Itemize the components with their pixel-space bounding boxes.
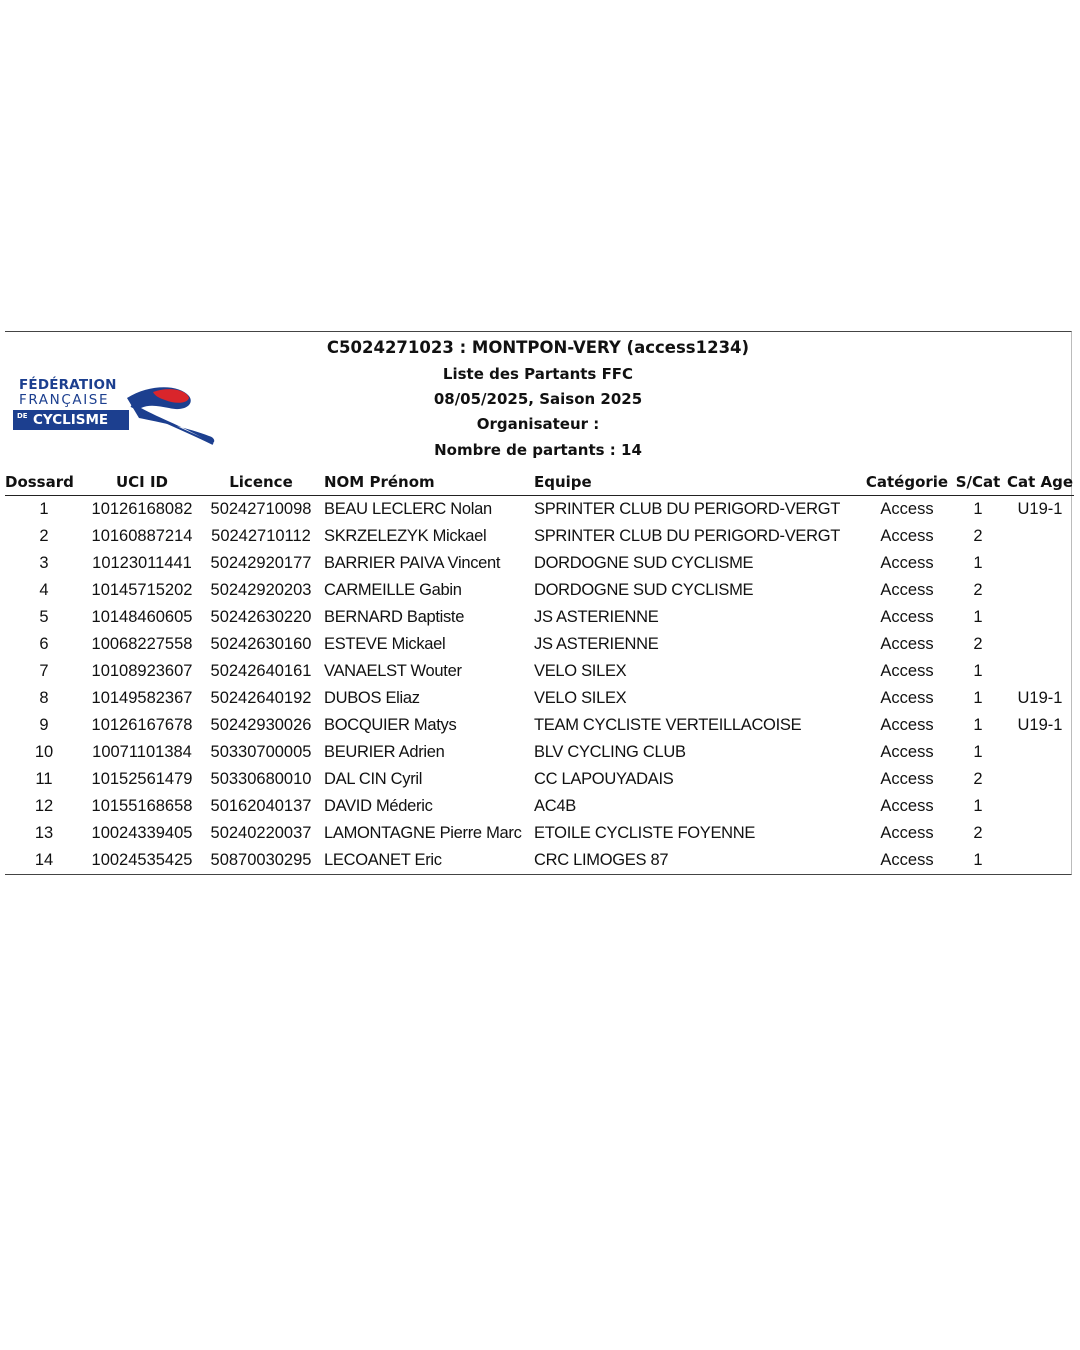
cell-licence: 50242920177 <box>210 554 312 572</box>
cell-licence: 50242710098 <box>210 500 312 518</box>
cell-equipe: JS ASTERIENNE <box>534 608 659 626</box>
cell-dossard: 1 <box>39 500 49 518</box>
list-subtitle: Liste des Partants FFC <box>442 365 634 383</box>
col-categorie: Catégorie <box>864 469 950 496</box>
cell-nom-prenom: DUBOS Eliaz <box>324 689 420 707</box>
table-row <box>5 793 1074 820</box>
cell-categorie: Access <box>880 743 934 761</box>
cell-categorie: Access <box>880 500 934 518</box>
cell-uci-id: 10155168658 <box>91 797 193 815</box>
cell-scat: 1 <box>973 608 983 626</box>
col-cat-age: Cat Age <box>1006 469 1074 496</box>
cell-licence: 50330680010 <box>210 770 312 788</box>
cell-uci-id: 10123011441 <box>92 554 192 572</box>
cell-scat: 2 <box>973 635 983 653</box>
cell-nom-prenom: LAMONTAGNE Pierre Marc <box>324 824 522 842</box>
cell-categorie: Access <box>880 797 934 815</box>
cell-licence: 50162040137 <box>210 797 312 815</box>
cell-dossard: 12 <box>34 797 54 815</box>
cell-cat-age <box>1006 658 1074 685</box>
cell-scat: 1 <box>973 662 983 680</box>
cell-dossard: 11 <box>35 770 53 788</box>
cell-dossard: 14 <box>34 851 54 869</box>
cell-scat: 1 <box>973 851 983 869</box>
table-row <box>5 766 1074 793</box>
cell-licence: 50242930026 <box>210 716 312 734</box>
cell-uci-id: 10024535425 <box>91 851 193 869</box>
cell-equipe: TEAM CYCLISTE VERTEILLACOISE <box>534 716 802 734</box>
cell-dossard: 5 <box>39 608 49 626</box>
cell-categorie: Access <box>880 851 934 869</box>
cell-equipe: DORDOGNE SUD CYCLISME <box>534 554 754 572</box>
cell-scat: 2 <box>973 527 983 545</box>
cell-dossard: 10 <box>34 743 54 761</box>
cell-categorie: Access <box>880 554 934 572</box>
cell-categorie: Access <box>880 770 934 788</box>
col-uci-id: UCI ID <box>83 469 201 496</box>
cell-equipe: VELO SILEX <box>534 662 627 680</box>
cell-dossard: 6 <box>39 635 49 653</box>
cell-scat: 1 <box>973 554 983 572</box>
cell-uci-id: 10149582367 <box>91 689 193 707</box>
cell-uci-id: 10145715202 <box>91 581 193 599</box>
cell-equipe: SPRINTER CLUB DU PERIGORD-VERGT <box>534 527 841 545</box>
cell-licence: 50870030295 <box>210 851 312 869</box>
col-dossard: Dossard <box>5 469 83 496</box>
cell-categorie: Access <box>880 608 934 626</box>
cell-cat-age <box>1006 631 1074 658</box>
table-row <box>5 523 1074 550</box>
table-row <box>5 496 1074 524</box>
cell-cat-age: U19-1 <box>1017 500 1063 518</box>
cell-licence: 50242640192 <box>210 689 312 707</box>
cell-cat-age: U19-1 <box>1017 716 1063 734</box>
cell-cat-age <box>1006 523 1074 550</box>
cell-dossard: 2 <box>39 527 49 545</box>
cell-cat-age <box>1006 577 1074 604</box>
cell-nom-prenom: BEAU LECLERC Nolan <box>324 500 492 518</box>
cell-scat: 1 <box>973 500 983 518</box>
ffc-logo <box>9 362 219 448</box>
cell-categorie: Access <box>880 716 934 734</box>
cell-nom-prenom: DAL CIN Cyril <box>324 770 423 788</box>
cell-nom-prenom: LECOANET Eric <box>324 851 442 869</box>
table-row <box>5 577 1074 604</box>
table-row <box>5 604 1074 631</box>
cell-nom-prenom: ESTEVE Mickael <box>324 635 446 653</box>
logo-wordmark: FÉDÉRATION FRANÇAISE <box>19 377 117 408</box>
cell-licence: 50242630220 <box>210 608 312 626</box>
table-row <box>5 550 1074 577</box>
cell-categorie: Access <box>880 635 934 653</box>
cell-categorie: Access <box>880 527 934 545</box>
table-row <box>5 847 1074 874</box>
cell-scat: 2 <box>973 770 983 788</box>
col-scat: S/Cat <box>950 469 1006 496</box>
table-row <box>5 712 1074 739</box>
cell-scat: 1 <box>973 797 983 815</box>
col-equipe: Equipe <box>534 469 864 496</box>
cell-equipe: JS ASTERIENNE <box>534 635 659 653</box>
document-header <box>5 332 1071 466</box>
cell-cat-age <box>1006 847 1074 874</box>
cell-nom-prenom: SKRZELEZYK Mickael <box>324 527 487 545</box>
cell-uci-id: 10126167678 <box>91 716 193 734</box>
table-row <box>5 685 1074 712</box>
cell-scat: 2 <box>973 581 983 599</box>
cell-uci-id: 10160887214 <box>91 527 193 545</box>
cell-nom-prenom: BARRIER PAIVA Vincent <box>324 554 501 572</box>
cell-uci-id: 10071101384 <box>92 743 192 761</box>
cell-equipe: AC4B <box>534 797 576 815</box>
cell-licence: 50330700005 <box>210 743 312 761</box>
cell-equipe: CC LAPOUYADAIS <box>534 770 674 788</box>
cell-cat-age <box>1006 739 1074 766</box>
cell-cat-age <box>1006 820 1074 847</box>
cell-cat-age <box>1006 766 1074 793</box>
cell-dossard: 9 <box>39 716 49 734</box>
col-nom-prenom: NOM Prénom <box>321 469 534 496</box>
cell-categorie: Access <box>880 824 934 842</box>
cell-scat: 1 <box>973 716 983 734</box>
cell-scat: 2 <box>973 824 983 842</box>
start-list-sheet <box>5 331 1072 875</box>
cell-equipe: DORDOGNE SUD CYCLISME <box>534 581 754 599</box>
table-row <box>5 820 1074 847</box>
cell-equipe: ETOILE CYCLISTE FOYENNE <box>534 824 756 842</box>
participants-table <box>5 469 1074 874</box>
cell-dossard: 3 <box>39 554 49 572</box>
date-line: 08/05/2025, Saison 2025 <box>433 390 643 408</box>
organizer-label: Organisateur : <box>476 415 600 433</box>
cell-licence: 50242630160 <box>210 635 312 653</box>
cell-dossard: 4 <box>39 581 49 599</box>
cell-categorie: Access <box>880 689 934 707</box>
col-licence: Licence <box>201 469 321 496</box>
cell-equipe: BLV CYCLING CLUB <box>534 743 686 761</box>
cell-uci-id: 10152561479 <box>91 770 193 788</box>
cell-nom-prenom: VANAELST Wouter <box>324 662 462 680</box>
cell-cat-age <box>1006 604 1074 631</box>
cell-equipe: SPRINTER CLUB DU PERIGORD-VERGT <box>534 500 841 518</box>
cell-uci-id: 10148460605 <box>91 608 193 626</box>
cell-dossard: 13 <box>34 824 54 842</box>
cell-dossard: 7 <box>39 662 49 680</box>
cell-nom-prenom: DAVID Méderic <box>324 797 433 815</box>
cell-cat-age <box>1006 550 1074 577</box>
cell-licence: 50240220037 <box>210 824 312 842</box>
table-row <box>5 658 1074 685</box>
cell-nom-prenom: BEURIER Adrien <box>324 743 445 761</box>
cell-nom-prenom: BERNARD Baptiste <box>324 608 465 626</box>
cell-nom-prenom: CARMEILLE Gabin <box>324 581 462 599</box>
cell-uci-id: 10068227558 <box>91 635 193 653</box>
cell-cat-age: U19-1 <box>1017 689 1063 707</box>
cell-licence: 50242710112 <box>211 527 311 545</box>
cell-uci-id: 10024339405 <box>91 824 193 842</box>
race-title: C5024271023 : MONTPON-VERY (access1234) <box>326 338 750 357</box>
table-row <box>5 739 1074 766</box>
table-row <box>5 631 1074 658</box>
cell-nom-prenom: BOCQUIER Matys <box>324 716 457 734</box>
participant-count: Nombre de partants : 14 <box>434 441 642 459</box>
logo-cyclisme-bar: DE CYCLISME <box>13 410 129 430</box>
cell-equipe: VELO SILEX <box>534 689 627 707</box>
cell-categorie: Access <box>880 662 934 680</box>
cell-scat: 1 <box>973 689 983 707</box>
cell-cat-age <box>1006 793 1074 820</box>
cell-equipe: CRC LIMOGES 87 <box>534 851 669 869</box>
cell-uci-id: 10108923607 <box>91 662 193 680</box>
cell-categorie: Access <box>880 581 934 599</box>
cell-uci-id: 10126168082 <box>91 500 193 518</box>
cell-licence: 50242920203 <box>210 581 312 599</box>
cell-scat: 1 <box>973 743 983 761</box>
cell-dossard: 8 <box>39 689 49 707</box>
cell-licence: 50242640161 <box>210 662 312 680</box>
table-header-row <box>5 469 1074 496</box>
